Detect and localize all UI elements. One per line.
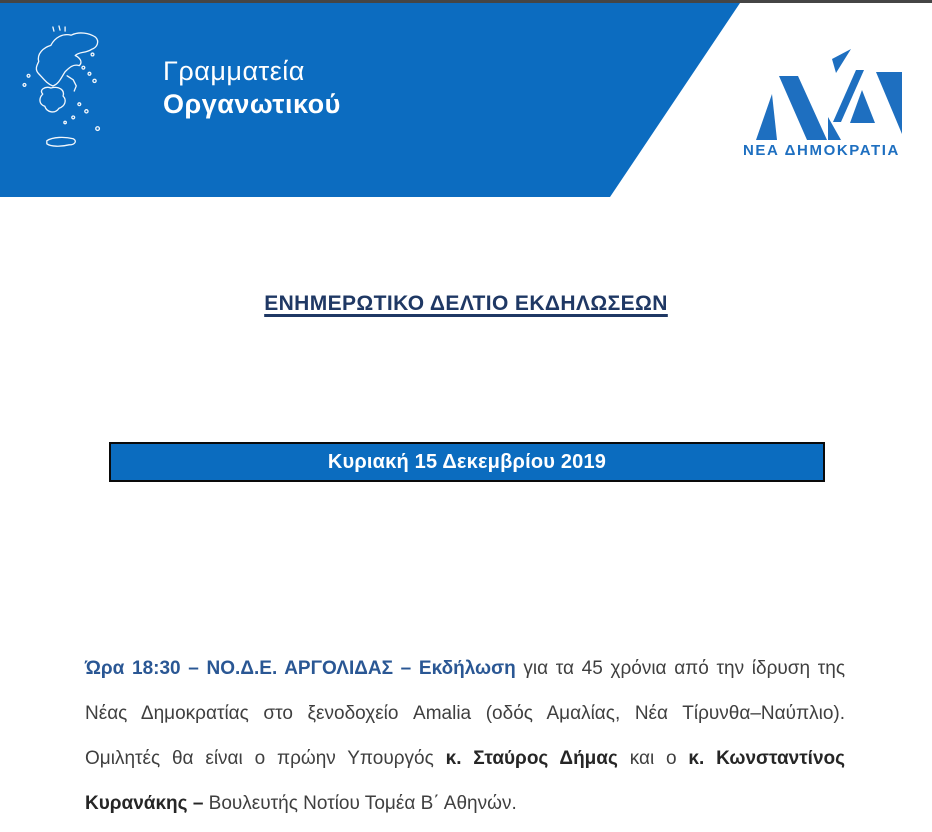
nd-monogram-icon	[740, 33, 925, 145]
speaker-name-2-last: Κυρανάκης –	[85, 793, 209, 814]
event-line-1-rest: για τα 45 χρόνια από την ίδρυση της	[523, 658, 845, 679]
nd-logo	[740, 33, 928, 168]
speaker-name-1: κ. Σταύρος Δήμας	[445, 748, 618, 769]
event-line-3-connector: και ο	[629, 748, 689, 769]
event-line-3	[85, 736, 845, 781]
event-line-3-text: Ομιλητές θα είναι ο πρώην Υπουργός	[85, 748, 446, 769]
event-line-1	[85, 646, 845, 691]
nd-logo-caption: ΝΕΑ ΔΗΜΟΚΡΑΤΙΑ	[743, 142, 900, 159]
secretariat-title	[163, 55, 341, 121]
event-time-org-lead: Ώρα 18:30 – ΝΟ.Δ.Ε. ΑΡΓΟΛΙΔΑΣ – Εκδήλωση	[85, 658, 516, 679]
speaker-2-role: Βουλευτής Νοτίου Τομέα Β΄ Αθηνών.	[208, 793, 517, 814]
secretariat-title-line2: Οργανωτικού	[163, 89, 341, 119]
header-band	[0, 3, 932, 197]
date-banner-text: Κυριακή 15 Δεκεμβρίου 2019	[327, 450, 607, 473]
event-paragraph	[85, 646, 845, 826]
greece-map-icon	[8, 23, 110, 157]
event-line-2	[85, 691, 845, 736]
speaker-name-2-first: κ. Κωνσταντίνος	[688, 748, 846, 769]
bulletin-title	[0, 292, 932, 316]
secretariat-title-line1: Γραμματεία	[163, 56, 305, 86]
event-line-2-text: Νέας Δημοκρατίας στο ξενοδοχείο Amalia (οδός Αμαλίας, Νέα Τίρυνθα–Ναύπλιο).	[85, 703, 845, 724]
date-banner	[109, 442, 825, 482]
event-line-4	[85, 781, 845, 826]
bulletin-title-text: ΕΝΗΜΕΡΩΤΙΚΟ ΔΕΛΤΙΟ ΕΚΔΗΛΩΣΕΩΝ	[264, 292, 668, 315]
